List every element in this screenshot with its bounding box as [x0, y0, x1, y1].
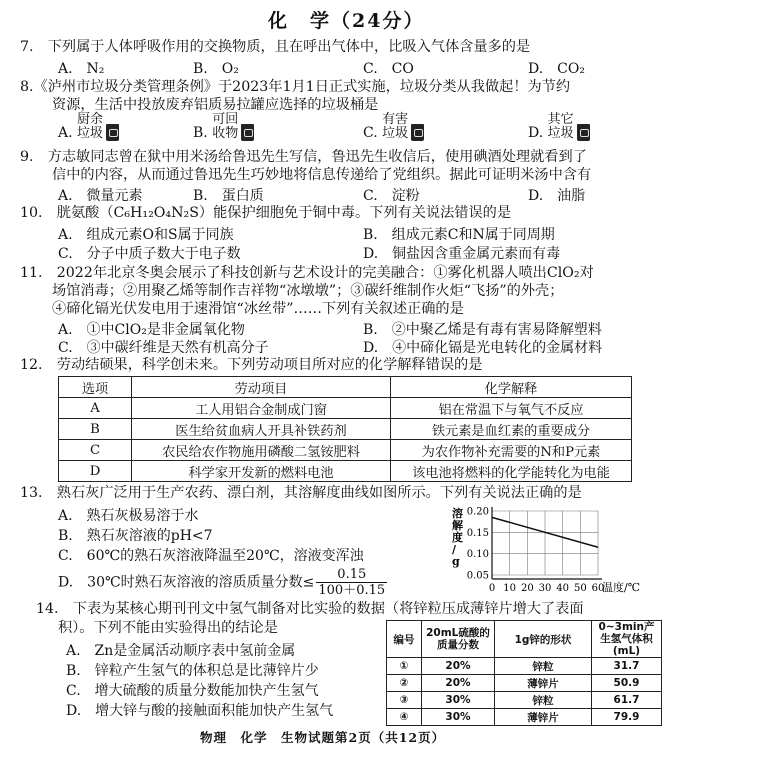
page-title: 化 学（24分） — [268, 10, 425, 32]
chart-y-tick-label: 0.05 — [466, 570, 489, 582]
table-row — [59, 461, 632, 482]
table-row — [59, 440, 632, 461]
chart-y-label — [452, 506, 464, 568]
chart-y-tick-label: 0.15 — [466, 527, 489, 539]
q13-option-d-denominator: 100＋0.15 — [318, 583, 386, 598]
q10-option-d: D. 铜盐因含重金属元素而有毒 — [363, 246, 561, 262]
table-cell: ③ — [387, 692, 422, 709]
q9-option-b: B. 蛋白质 — [193, 188, 264, 204]
q12-table — [58, 376, 632, 482]
q14-option-d: D. 增大锌与酸的接触面积能加快产生氢气 — [66, 703, 334, 719]
table-cell: 为农作物补充需要的N和P元素 — [391, 440, 632, 461]
q8-option-b-letter: B. — [193, 125, 208, 141]
q8-option-c — [363, 113, 424, 141]
question-11-line-1: 11. 2022年北京冬奥会展示了科技创新与艺术设计的完美融合：①雾化机器人喷出ClO₂对 — [20, 265, 594, 281]
chart-x-tick-label: 30 — [538, 583, 552, 594]
table-cell: ② — [387, 675, 422, 692]
q14-table — [386, 620, 662, 726]
chart-x-tick-label: 60 — [591, 583, 605, 594]
table-cell: 79.9 — [592, 709, 662, 726]
question-14-line-2: 积）。下列不能由实验得出的结论是 — [58, 620, 278, 636]
q13-option-c: C. 60℃的熟石灰溶液降温至20℃，溶液变浑浊 — [58, 548, 364, 564]
q8-option-a-label-bottom: 垃圾 — [77, 126, 104, 141]
chart-y-tick-label: 0.10 — [466, 549, 489, 561]
kitchen-waste-bin-icon — [106, 124, 119, 141]
q13-option-b: B. 熟石灰溶液的pH<7 — [58, 528, 213, 544]
chart-y-label-char: g — [452, 555, 460, 568]
question-9-line-2: 信中的内容，从而通过鲁迅先生巧妙地将信息传递给了党组织。据此可证明米汤中含有 — [52, 167, 592, 183]
table-cell: 科学家开发新的燃料电池 — [132, 461, 391, 482]
table-cell: 30% — [422, 692, 495, 709]
q10-option-b: B. 组成元素C和N属于同周期 — [363, 227, 555, 243]
q8-option-c-label-top: 有害 — [382, 112, 409, 127]
q11-option-b: B. ②中聚乙烯是有毒有害易降解塑料 — [363, 322, 602, 338]
table-cell: ④ — [387, 709, 422, 726]
other-waste-bin-icon — [577, 124, 590, 141]
table-header-cell: 劳动项目 — [132, 377, 391, 398]
question-7-stem: 7. 下列属于人体呼吸作用的交换物质，且在呼出气体中，比吸入气体含量多的是 — [20, 39, 531, 55]
q11-option-c: C. ③中碳纤维是天然有机高分子 — [58, 340, 269, 356]
question-8-line-1: 8.《泸州市垃圾分类管理条例》于2023年1月1日正式实施，垃圾分类从我做起！为节约 — [20, 79, 571, 95]
q14-option-a: A. Zn是金属活动顺序表中氢前金属 — [66, 643, 296, 659]
chart-x-ticks — [489, 583, 605, 594]
question-12-stem: 12. 劳动结硕果，科学创未来。下列劳动项目所对应的化学解释错误的是 — [20, 357, 483, 373]
recyclable-bin-icon — [241, 124, 254, 141]
q9-option-c: C. 淀粉 — [363, 188, 420, 204]
question-10-stem: 10. 胱氨酸（C₆H₁₂O₄N₂S）能保护细胞免于铜中毒。下列有关说法错误的是 — [20, 205, 512, 221]
chart-x-tick-label: 0 — [488, 583, 496, 594]
table-cell: 薄锌片 — [495, 675, 592, 692]
table-cell: 工人用铝合金制成门窗 — [132, 398, 391, 419]
table-cell: 锌粒 — [495, 658, 592, 675]
chart-y-tick-label: 0.20 — [466, 506, 489, 518]
table-cell: 该电池将燃料的化学能转化为电能 — [391, 461, 632, 482]
table-cell: 铝在常温下与氧气不反应 — [391, 398, 632, 419]
q8-option-a — [58, 113, 119, 141]
q8-option-d — [528, 113, 590, 141]
q13-option-a: A. 熟石灰极易溶于水 — [58, 508, 199, 524]
q11-option-a: A. ①中ClO₂是非金属氧化物 — [58, 322, 245, 338]
table-cell: 铁元素是血红素的重要成分 — [391, 419, 632, 440]
chart-x-tick-label: 20 — [520, 583, 534, 594]
chart-y-label-char: 度 — [452, 531, 463, 544]
table-cell: 20% — [422, 658, 495, 675]
q8-option-d-label-bottom: 垃圾 — [547, 126, 574, 141]
q7-option-b: B. O₂ — [193, 61, 239, 77]
table-cell: B — [59, 419, 132, 440]
q8-option-c-label-bottom: 垃圾 — [382, 126, 409, 141]
q13-option-d — [58, 567, 387, 598]
table-header-cell: 选项 — [59, 377, 132, 398]
q8-option-b-label-top: 可回 — [212, 112, 239, 127]
table-cell: 锌粒 — [495, 692, 592, 709]
table-cell: 薄锌片 — [495, 709, 592, 726]
q7-option-d: D. CO₂ — [528, 61, 585, 77]
q13-option-d-numerator: 0.15 — [316, 567, 387, 583]
table-row — [59, 398, 632, 419]
chart-y-ticks — [467, 507, 489, 582]
table-cell: 31.7 — [592, 658, 662, 675]
q8-option-b-label-bottom: 收物 — [212, 126, 239, 141]
table-row — [387, 692, 662, 709]
q8-option-d-label-top: 其它 — [547, 112, 574, 127]
hazardous-waste-bin-icon — [411, 124, 424, 141]
table-cell: D — [59, 461, 132, 482]
table-row — [59, 419, 632, 440]
q8-option-d-letter: D. — [528, 125, 544, 141]
table-cell: A — [59, 398, 132, 419]
table-cell: 61.7 — [592, 692, 662, 709]
table-header-row — [59, 377, 632, 398]
question-9-line-1: 9. 方志敏同志曾在狱中用米汤给鲁迅先生写信，鲁迅先生收信后，使用碘酒处理就看到了 — [20, 149, 587, 165]
table-header-cell: 编号 — [387, 621, 422, 658]
solubility-chart — [440, 503, 650, 598]
table-row — [387, 675, 662, 692]
question-13-stem: 13. 熟石灰广泛用于生产农药、漂白剂，其溶解度曲线如图所示。下列有关说法正确的是 — [20, 485, 582, 501]
table-row — [387, 709, 662, 726]
table-cell: 50.9 — [592, 675, 662, 692]
q14-option-b: B. 锌粒产生氢气的体积总是比薄锌片少 — [66, 663, 319, 679]
chart-y-label-char: 溶 — [452, 507, 463, 520]
q8-option-a-letter: A. — [58, 125, 73, 141]
q14-option-c: C. 增大硫酸的质量分数能加快产生氢气 — [66, 683, 319, 699]
question-11-line-2: 场馆消毒；②用聚乙烯等制作吉祥物“冰墩墩”；③碳纤维制作火炬“飞扬”的外壳； — [52, 283, 564, 299]
table-header-cell: 0~3min产生氢气体积(mL) — [592, 621, 662, 658]
q10-option-c: C. 分子中质子数大于电子数 — [58, 246, 241, 262]
chart-x-tick-label: 50 — [573, 583, 587, 594]
q8-option-c-letter: C. — [363, 125, 378, 141]
q11-option-d: D. ④中碲化镉是光电转化的金属材料 — [363, 340, 603, 356]
table-cell: ① — [387, 658, 422, 675]
question-8-line-2: 资源，生活中投放废弃铝质易拉罐应选择的垃圾桶是 — [52, 97, 379, 113]
q7-option-a: A. N₂ — [58, 61, 105, 77]
chart-y-label-char: / — [452, 543, 457, 556]
table-header-cell: 1g锌的形状 — [495, 621, 592, 658]
table-header-row — [387, 621, 662, 658]
q8-option-a-label-top: 厨余 — [77, 112, 104, 127]
chart-x-label: 温度/℃ — [602, 581, 641, 594]
q10-option-a: A. 组成元素O和S属于同族 — [58, 227, 234, 243]
table-cell: 20% — [422, 675, 495, 692]
chart-x-tick-label: 40 — [556, 583, 570, 594]
table-cell: 农民给农作物施用磷酸二氢铵肥料 — [132, 440, 391, 461]
table-header-cell: 化学解释 — [391, 377, 632, 398]
q9-option-a: A. 微量元素 — [58, 188, 143, 204]
q7-option-c: C. CO — [363, 61, 414, 77]
q8-option-b — [193, 113, 254, 141]
question-14-line-1: 14. 下表为某核心期刊刊文中氢气制备对比实验的数据（将锌粒压成薄锌片增大了表面 — [36, 601, 584, 617]
q9-option-d: D. 油脂 — [528, 188, 586, 204]
chart-y-label-char: 解 — [452, 519, 463, 532]
table-cell: C — [59, 440, 132, 461]
q13-option-d-prefix: D. 30℃时熟石灰溶液的溶质质量分数≤ — [58, 574, 315, 591]
page-footer: 物理 化学 生物试题第2页（共12页） — [200, 730, 446, 745]
table-cell: 医生给贫血病人开具补铁药剂 — [132, 419, 391, 440]
table-cell: 30% — [422, 709, 495, 726]
table-row — [387, 658, 662, 675]
chart-x-tick-label: 10 — [503, 583, 517, 594]
question-11-line-3: ④碲化镉光伏发电用于速滑馆“冰丝带”……下列有关叙述正确的是 — [52, 301, 464, 317]
table-header-cell: 20mL硫酸的质量分数 — [422, 621, 495, 658]
